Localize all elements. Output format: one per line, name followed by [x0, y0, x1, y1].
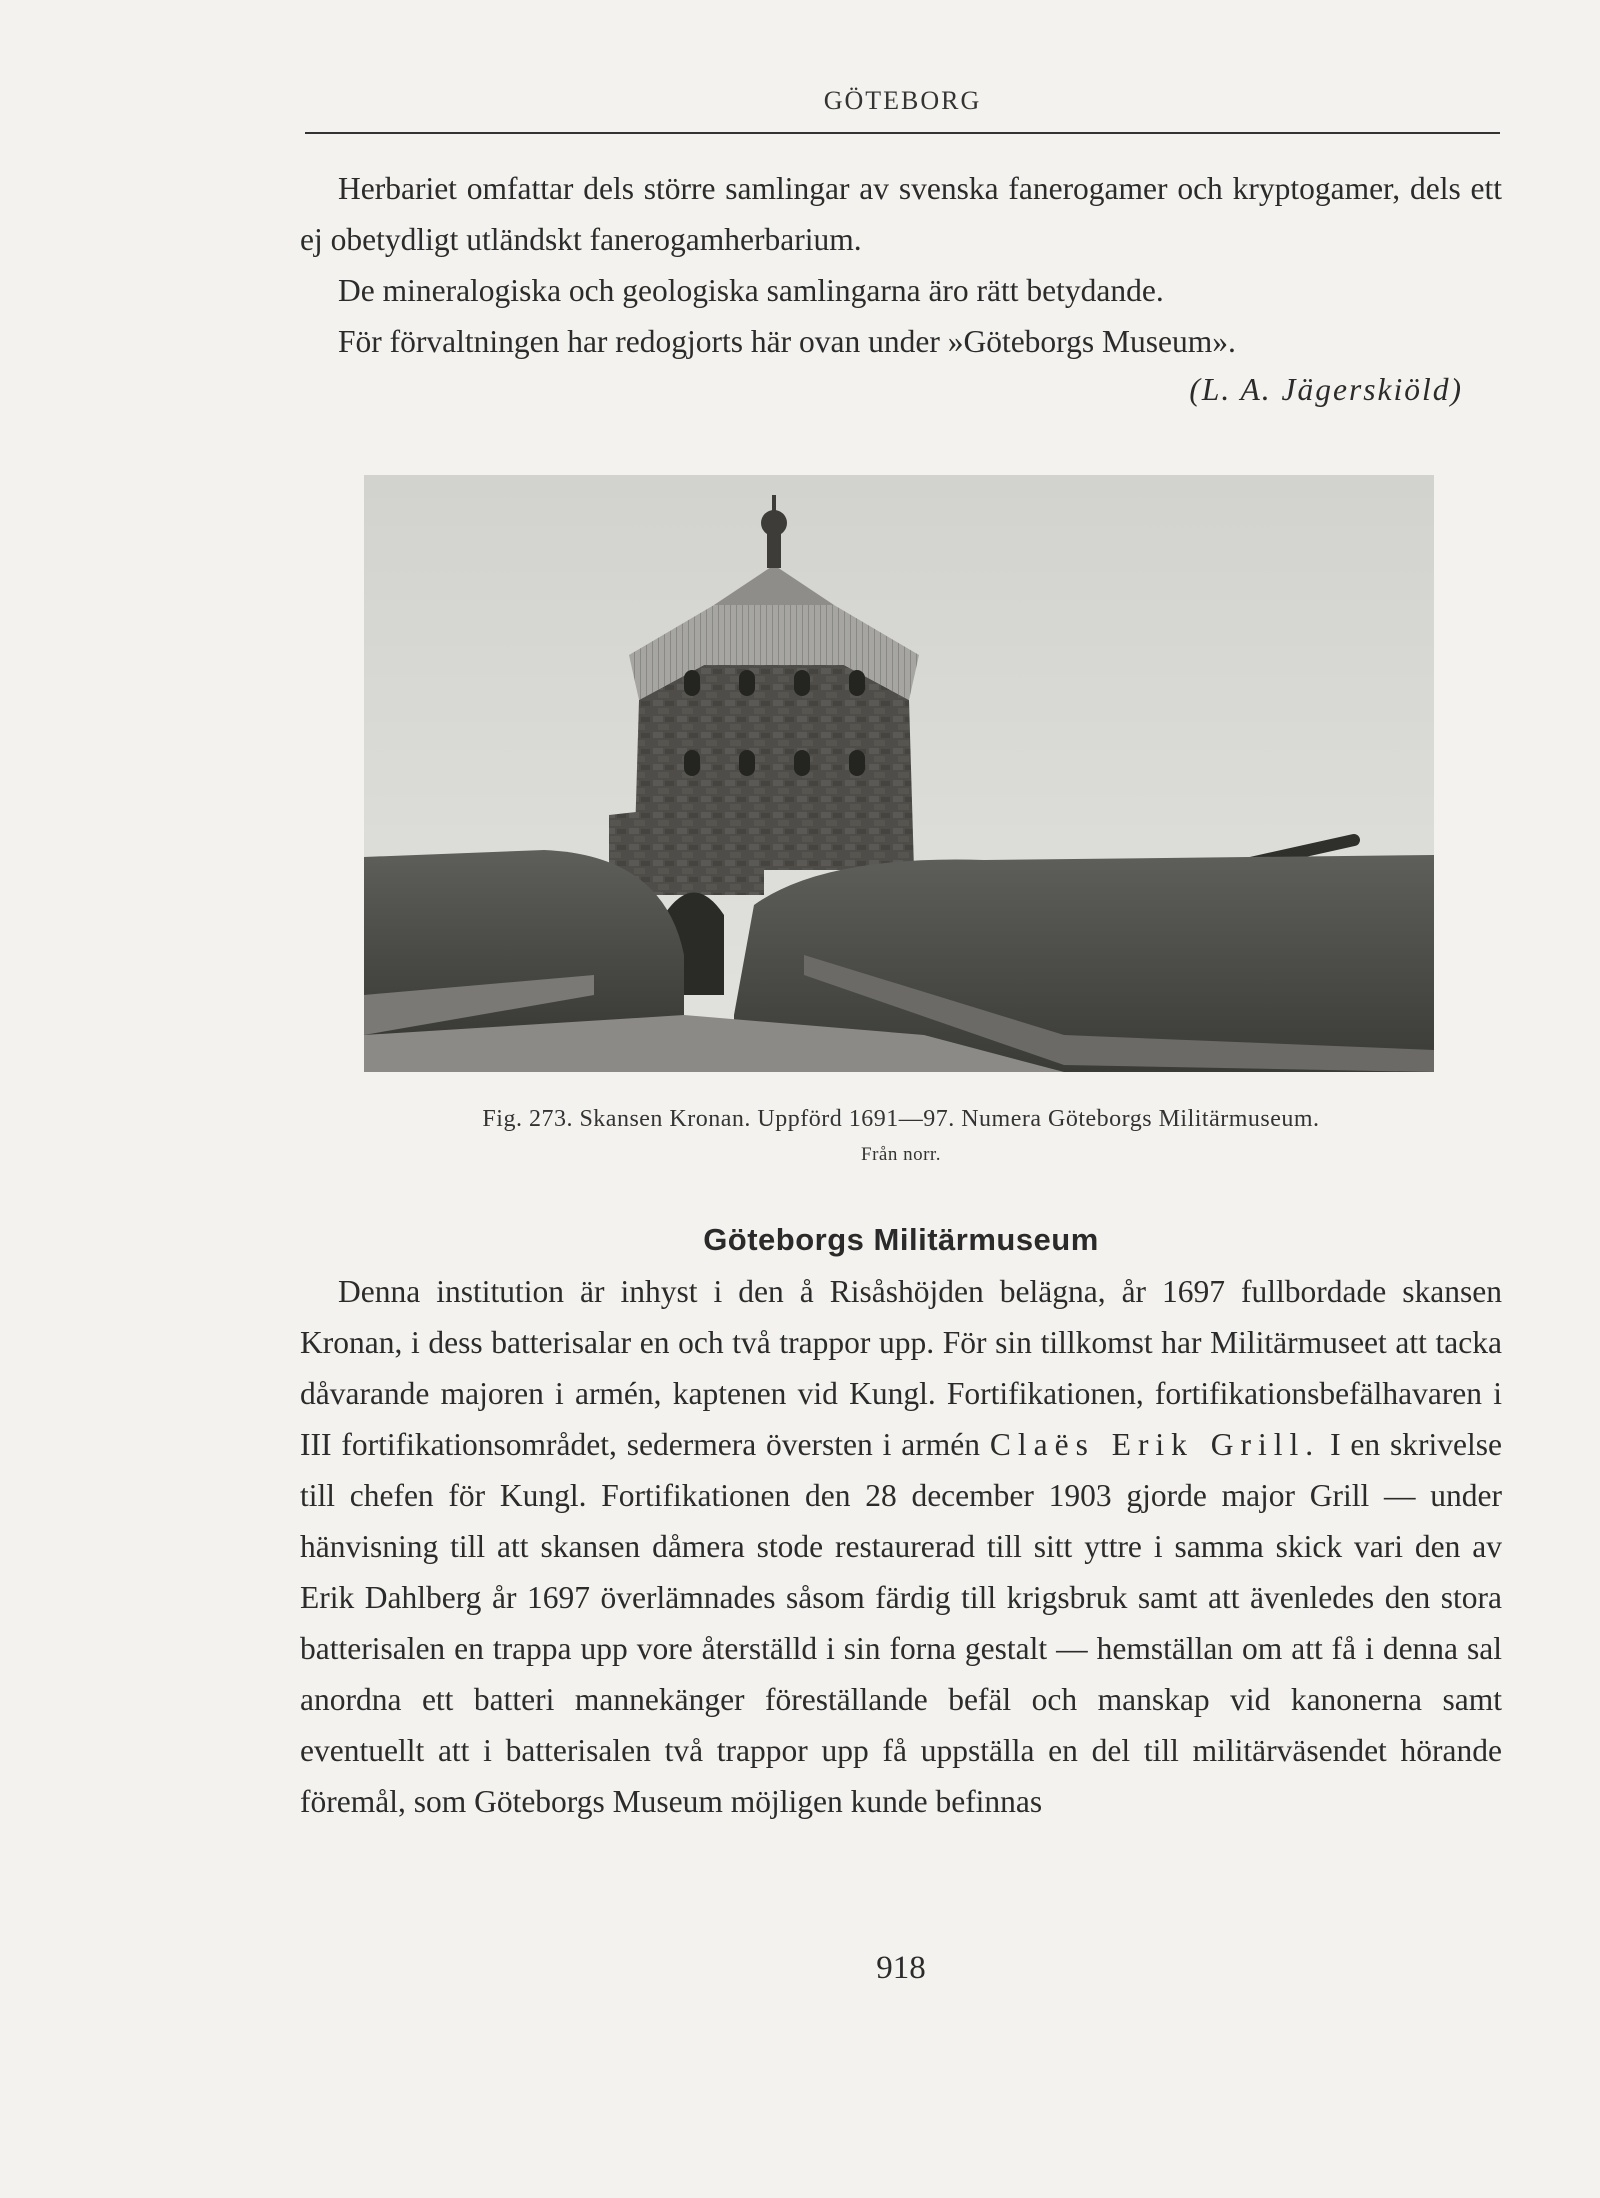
page-number: 918: [876, 1950, 926, 1986]
figure-photo: [364, 475, 1434, 1072]
person-name-spaced: Claës Erik Grill.: [989, 1427, 1321, 1462]
figure-caption: Fig. 273. Skansen Kronan. Uppförd 1691—97. Numera Göteborgs Militärmuseum.: [482, 1106, 1320, 1132]
intro-paragraph-1: Herbariet omfattar dels större samlingar av svenska fanerogamer och kryptogamer, dels ett ej obetydligt utländskt fanerogamherbarium.: [300, 171, 1502, 257]
running-head: GÖTEBORG: [823, 86, 982, 115]
intro-paragraph-3: För förvaltningen har redogjorts här ovan under »Göteborgs Museum».: [338, 324, 1236, 359]
body-text-part-2: I en skrivelse till chefen för Kungl. Fortifikationen den 28 december 1903 gjorde major Grill — under hänvisning till att skansen dåmera stode restaurerad till sitt yttre i samma skick vari den av Erik Dahlberg år 1697 överlämnades såsom färdig till krigsbruk samt att ävenledes den stora batterisalen en trappa upp vore återställd i sin forna gestalt — hemställan om att få i denna sal anordna ett batteri mannekänger föreställande befäl och manskap vid kanonerna samt eventuellt att i batterisalen två trappor upp få uppställa en del till militärväsendet hörande föremål, som Göteborgs Museum möjligen kunde befinnas: [300, 1427, 1503, 1819]
author-signature: (L. A. Jägerskiöld): [1189, 372, 1463, 407]
fortress-tower-photo-icon: [364, 475, 1434, 1072]
body-text-part-1: Denna institution är inhyst i den å Risåshöjden belägna, år 1697 fullbordade skansen Kronan, i dess batterisalar en och två trappor upp. För sin tillkomst har Militärmuseet att tacka dåvarande majoren i armén, kaptenen vid Kungl. Fortifikationen, fortifikationsbefälhavaren i III fortifikationsområdet, sedermera översten i armén: [300, 1274, 1502, 1462]
section-title: Göteborgs Militärmuseum: [703, 1222, 1099, 1257]
header-rule: [305, 132, 1500, 134]
intro-paragraph-2: De mineralogiska och geologiska samlingarna äro rätt betydande.: [338, 273, 1164, 308]
section-body-paragraph: [300, 1266, 1502, 1827]
figure-caption-direction: Från norr.: [861, 1144, 941, 1165]
